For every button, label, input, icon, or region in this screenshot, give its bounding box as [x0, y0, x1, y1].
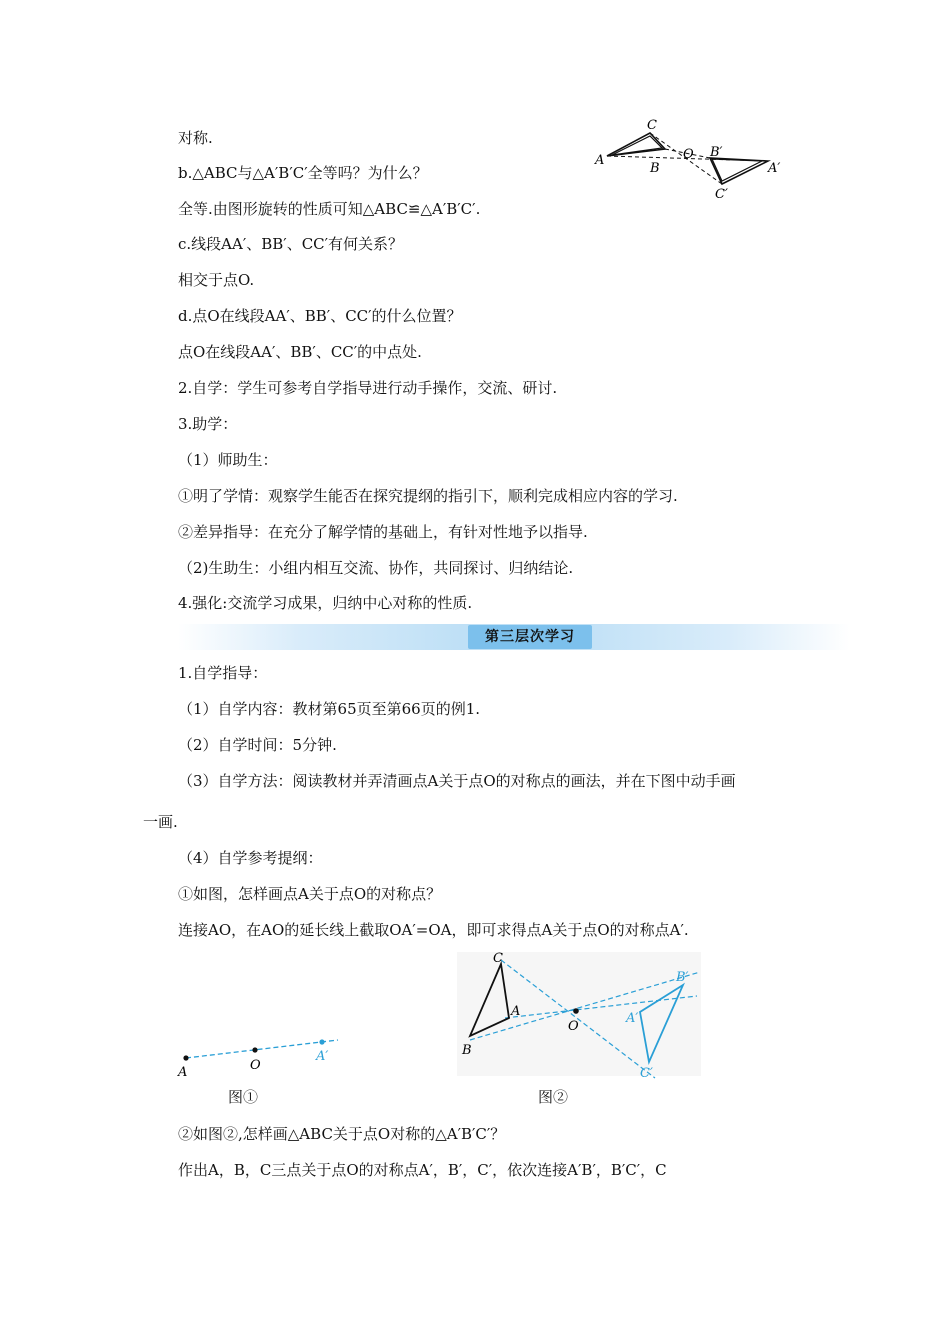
answer-b: 全等.由图形旋转的性质可知△ABC≌△A′B′C′. [178, 200, 481, 218]
outline-a1: 连接AO，在AO的延长线上截取OA′=OA，即可求得点A关于点O的对称点A′. [178, 921, 689, 939]
label-A-prime: A′ [626, 1011, 639, 1026]
question-c: c.线段AA′、BB′、CC′有何关系？ [178, 235, 404, 253]
label-A: A [595, 153, 605, 168]
label-C: C [493, 951, 503, 966]
guide-1-outline: （4）自学参考提纲： [178, 849, 323, 867]
label-O: O [250, 1058, 261, 1073]
step-3-1-b: ②差异指导：在充分了解学情的基础上，有针对性地予以指导. [178, 523, 588, 541]
guide-1-content: （1）自学内容：教材第65页至第66页的例1. [178, 700, 481, 718]
label-C: C [647, 118, 657, 133]
label-B: B [650, 161, 660, 176]
figure-1-caption: 图① [228, 1088, 259, 1106]
label-C-prime: C′ [715, 187, 728, 202]
question-b: b.△ABC与△A′B′C′全等吗？为什么？ [178, 164, 428, 182]
outline-q1: ①如图，怎样画点A关于点O的对称点？ [178, 885, 442, 903]
guide-1-time: （2）自学时间：5分钟. [178, 736, 337, 754]
label-A-prime: A′ [768, 161, 781, 176]
label-B: B [462, 1043, 472, 1058]
figure-2-caption: 图② [538, 1088, 569, 1106]
label-B-prime: B′ [710, 145, 723, 160]
outline-q2: ②如图②,怎样画△ABC关于点O对称的△A′B′C′？ [178, 1125, 506, 1143]
label-C-prime: C′ [640, 1066, 653, 1081]
answer-c: 相交于点O. [178, 271, 255, 289]
step-3: 3.助学： [178, 415, 238, 433]
label-O: O [683, 147, 694, 162]
figure-central-symmetry-triangles [590, 112, 790, 202]
label-O: O [568, 1019, 579, 1034]
guide-1-method-cont: 一画. [143, 813, 178, 831]
label-A: A [511, 1004, 521, 1019]
step-3-1-a: ①明了学情：观察学生能否在探究提纲的指引下，顺利完成相应内容的学习. [178, 487, 678, 505]
section-banner [178, 624, 850, 650]
section-banner-title: 第三层次学习 [468, 625, 592, 649]
guide-1-method: （3）自学方法：阅读教材并弄清画点A关于点O的对称点的画法，并在下图中动手画 [178, 772, 736, 790]
step-2: 2.自学：学生可参考自学指导进行动手操作，交流、研讨. [178, 379, 558, 397]
question-d: d.点O在线段AA′、BB′、CC′的什么位置？ [178, 307, 462, 325]
figure-1-point-symmetry [170, 1030, 350, 1080]
label-A-prime: A′ [316, 1049, 329, 1064]
figure-2-triangle-symmetry [455, 950, 705, 1080]
guide-1: 1.自学指导： [178, 664, 268, 682]
step-4: 4.强化:交流学习成果，归纳中心对称的性质. [178, 594, 473, 612]
label-A: A [178, 1065, 188, 1080]
text-line: 对称. [178, 129, 213, 147]
outline-a2: 作出A，B，C三点关于点O的对称点A′，B′，C′，依次连接A′B′，B′C′，C [178, 1161, 667, 1179]
step-3-1: （1）师助生： [178, 451, 278, 469]
label-B-prime: B′ [676, 970, 689, 985]
step-3-2: （2)生助生：小组内相互交流、协作，共同探讨、归纳结论. [178, 559, 574, 577]
answer-d: 点O在线段AA′、BB′、CC′的中点处. [178, 343, 422, 361]
